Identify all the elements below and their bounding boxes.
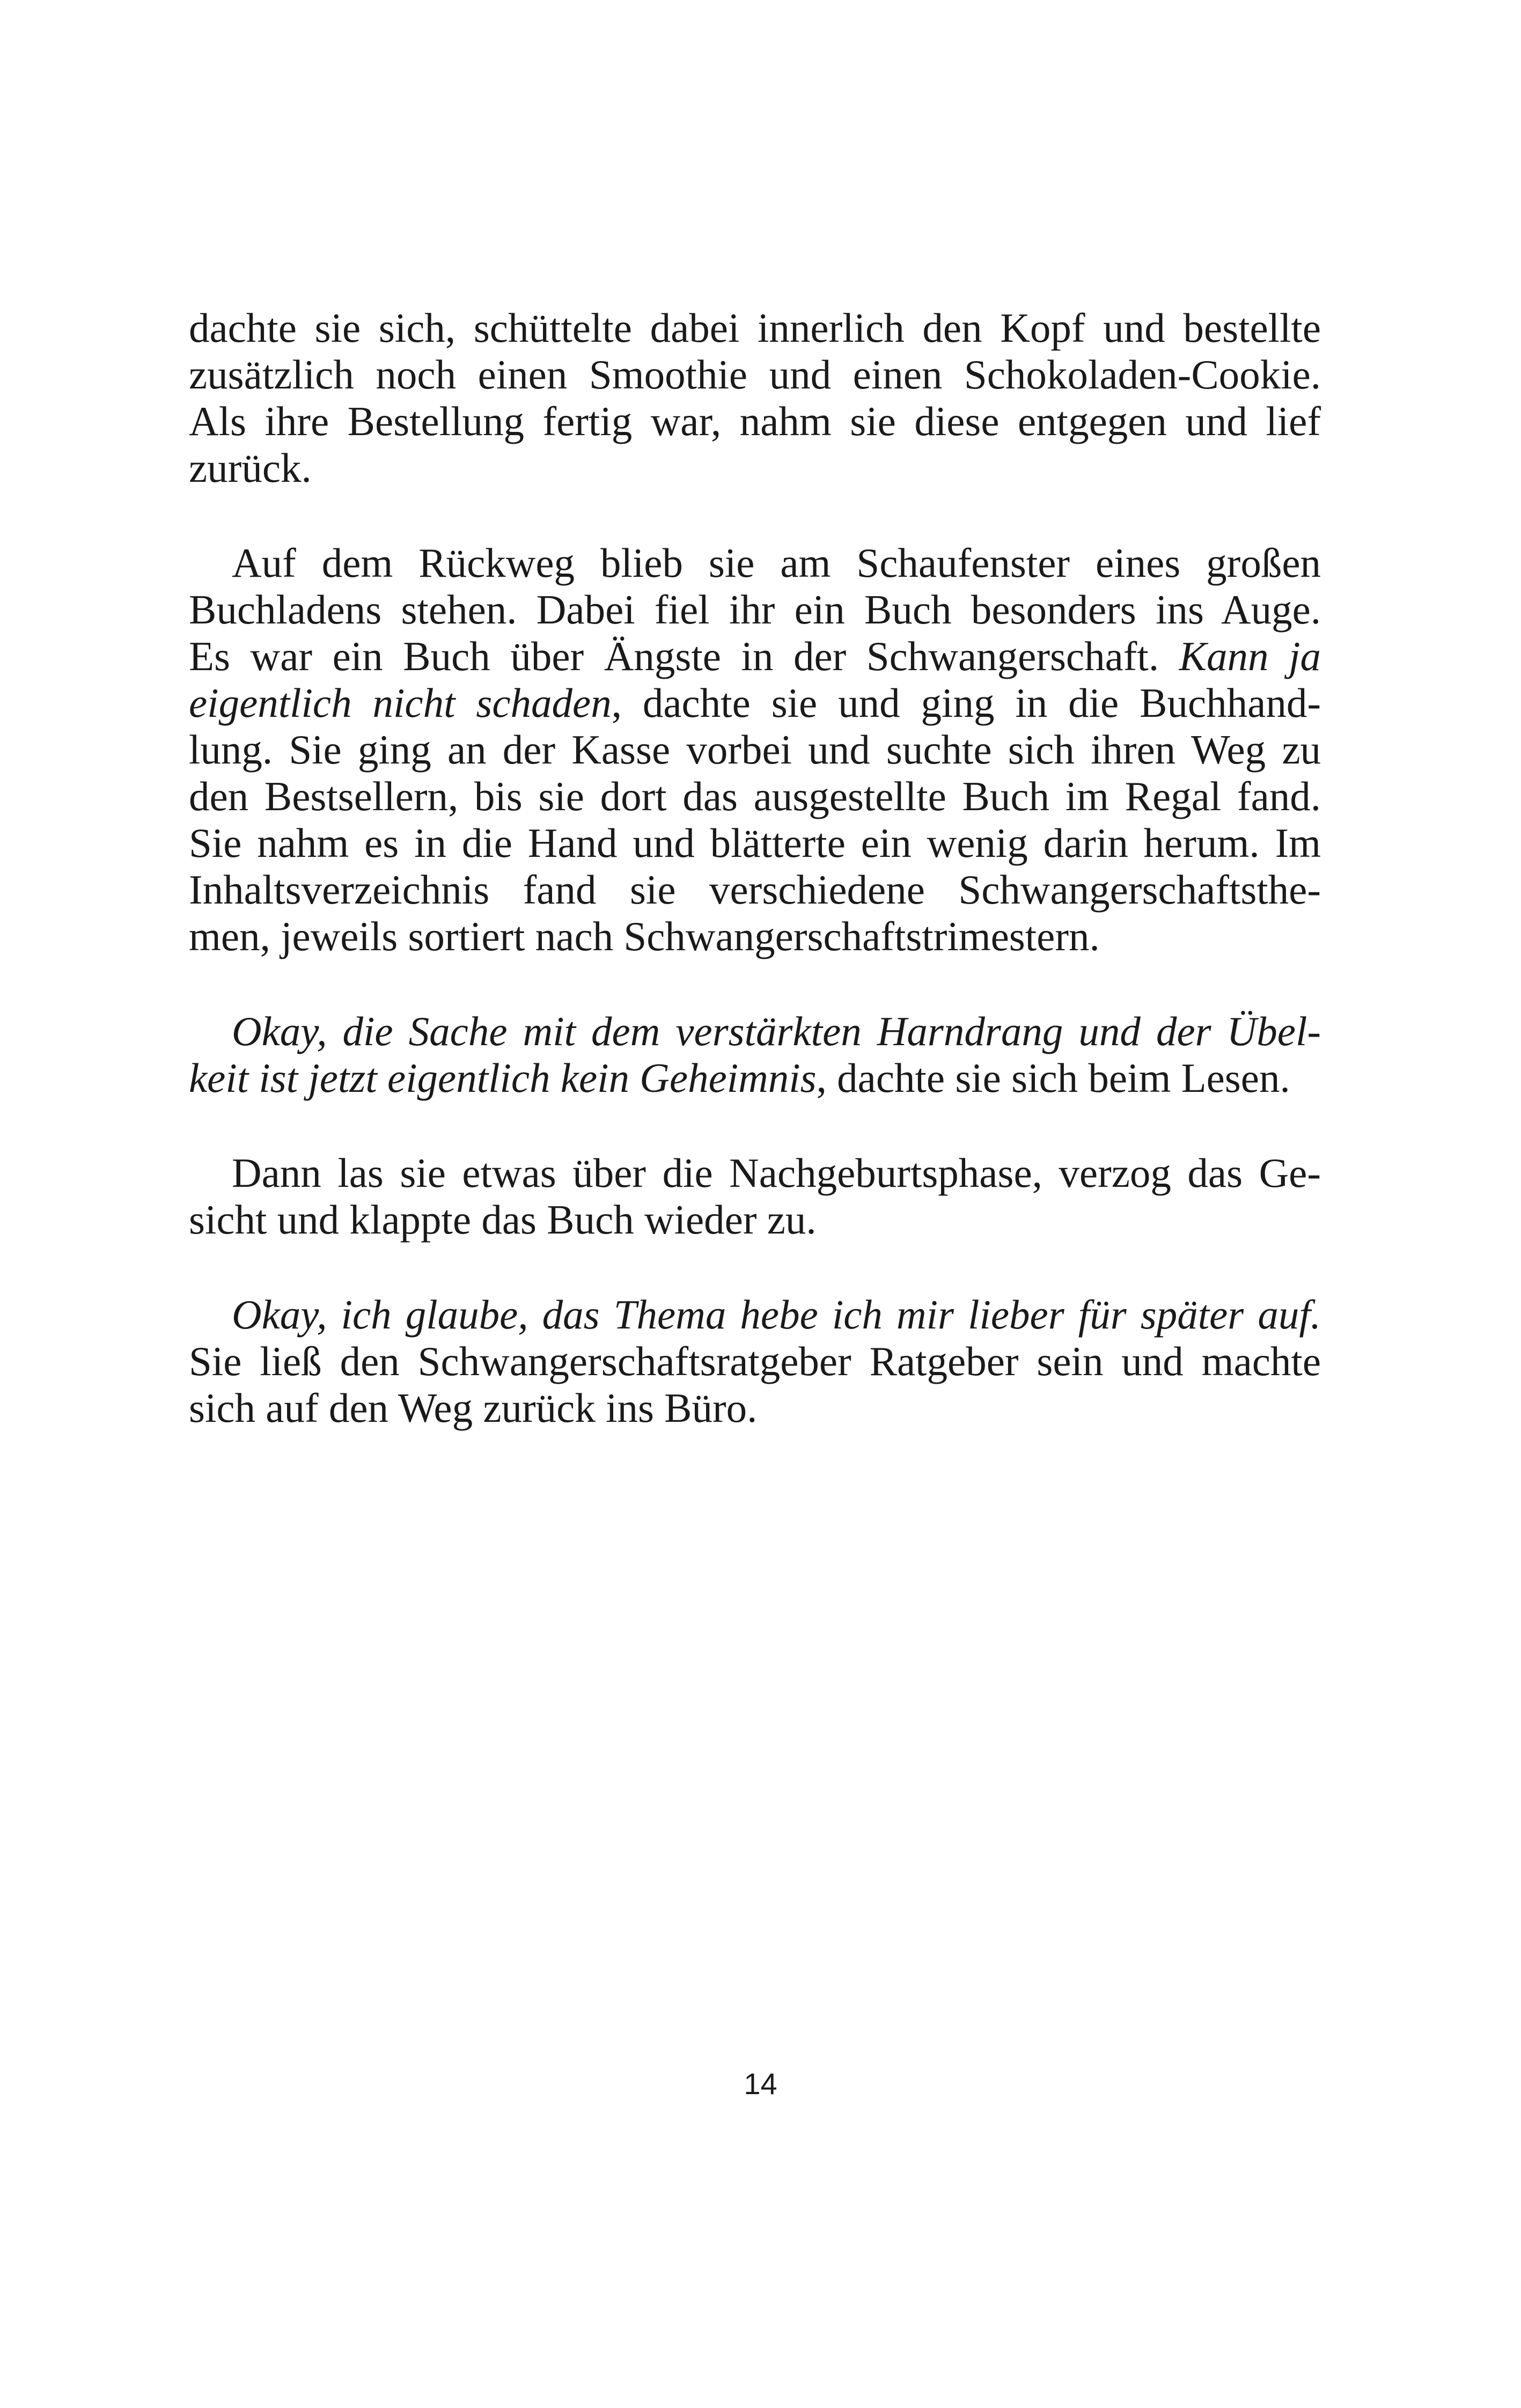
- text-line: zurück.: [189, 445, 312, 491]
- paragraph-1: [189, 305, 1321, 491]
- paragraph-4: [189, 1150, 1321, 1243]
- paragraph-3: [189, 1008, 1321, 1102]
- text-line: den Bestsellern, bis sie dort das ausgestellte Buch im Regal fand.: [189, 773, 1321, 819]
- italic-thought: Okay, die Sache mit dem verstärkten Harndrang und der Übel-: [232, 1008, 1321, 1054]
- text-line: Als ihre Bestellung fertig war, nahm sie diese entgegen und lief: [189, 398, 1321, 444]
- paragraph-2: [189, 540, 1321, 960]
- text-line: lung. Sie ging an der Kasse vorbei und suchte sich ihren Weg zu: [189, 726, 1321, 773]
- italic-thought: keit ist jetzt eigentlich kein Geheimnis: [189, 1055, 817, 1101]
- text-line: sicht und klappte das Buch wieder zu.: [189, 1196, 817, 1243]
- text-line: zusätzlich noch einen Smoothie und einen Schokoladen-Cookie.: [189, 351, 1321, 398]
- text-line: Sie nahm es in die Hand und blätterte ein wenig darin herum. Im: [189, 820, 1321, 866]
- text-line: Inhaltsverzeichnis fand sie verschiedene Schwangerschaftsthe-: [189, 867, 1321, 913]
- page-number: 14: [744, 2067, 777, 2101]
- text-line: [189, 1008, 1321, 1055]
- body-text: [189, 305, 1321, 1431]
- paragraph-5: [189, 1291, 1321, 1431]
- text-line: keit ist jetzt eigentlich kein Geheimnis, dachte sie sich beim Lesen.: [189, 1055, 1290, 1101]
- text-line: sich auf den Weg zurück ins Büro.: [189, 1385, 758, 1431]
- text-line: Buchladens stehen. Dabei fiel ihr ein Buch besonders ins Auge.: [189, 586, 1321, 633]
- text-line: Dann las sie etwas über die Nachgeburtsphase, verzog das Ge-: [232, 1150, 1321, 1196]
- text-line: Auf dem Rückweg blieb sie am Schaufenster eines großen: [232, 540, 1321, 586]
- text-line: Es war ein Buch über Ängste in der Schwangerschaft. Kann ja: [189, 633, 1321, 679]
- text-line: men, jeweils sortiert nach Schwangerschaftstrimestern.: [189, 913, 1100, 959]
- italic-thought: Okay, ich glaube, das Thema hebe ich mir lieber für später auf.: [232, 1291, 1321, 1338]
- text-line: eigentlich nicht schaden, dachte sie und ging in die Buchhand-: [189, 680, 1321, 726]
- italic-thought: eigentlich nicht schaden: [189, 680, 612, 726]
- text-line: [189, 1291, 1321, 1338]
- text-line: dachte sie sich, schüttelte dabei innerlich den Kopf und bestellte: [189, 305, 1321, 351]
- italic-thought: Kann ja: [1179, 633, 1321, 679]
- text-line: Sie ließ den Schwangerschaftsratgeber Ratgeber sein und machte: [189, 1338, 1321, 1384]
